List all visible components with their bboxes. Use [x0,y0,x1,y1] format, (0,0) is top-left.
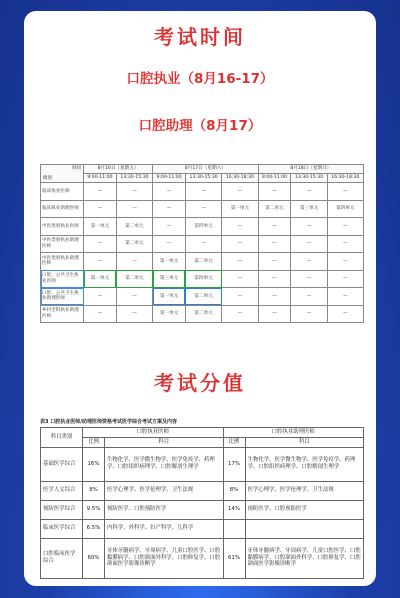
exam-schedule-table [40,164,364,323]
content-cell: 医学心理学、医学伦理学、卫生法规 [245,481,364,500]
table-row [41,538,364,578]
exam-time-title: 考试时间 [154,25,246,49]
table-row [41,253,364,271]
header-ratio: 比例 [83,437,105,447]
header-content: 科目 [105,437,224,447]
content-cell: 牙体牙髓病学、牙周病学、儿童口腔医学、口腔黏膜病学、口腔颌面外科学、口腔修复学、口腔颌面医学影像诊断学 [105,538,224,578]
cell: — [116,183,152,201]
slot-header: 9:00-11:00 [153,174,186,183]
cell: — [185,183,221,201]
cell: — [258,253,291,271]
cell: 第三单元 [153,270,186,288]
table-row [41,519,364,538]
table-row [41,200,364,218]
header-content: 科目 [245,437,364,447]
cell: — [327,305,363,323]
slot-header: 16:30-18:30 [222,174,258,183]
slot-header: 13:30-15:30 [116,174,152,183]
cell: — [153,200,186,218]
cell: — [258,218,291,236]
cell: — [327,288,363,306]
cell: — [116,200,152,218]
slot-header: 16:30-18:30 [327,174,363,183]
content-cell: 预防医学、口腔预防医学 [105,500,224,519]
content-cell: 预防医学、口腔预防医学 [245,500,364,519]
practitioner-date: 口腔执业（8月16-17） [126,71,274,87]
cell: 第三单元 [291,200,327,218]
cell: 第二单元 [185,253,221,271]
cell: — [327,235,363,253]
score-table-caption: 表3 口腔执业医师/助理医师资格考试医学综合考试方案及内容 [40,419,178,425]
cell: — [222,235,258,253]
cell: 第一单元 [153,305,186,323]
header-practitioner: 口腔执业医师 [83,428,224,438]
row-label: 临床执业助理医师 [41,200,84,218]
cell: 第一单元 [84,218,117,236]
content-cell: 生物化学、医学微生物学、医学免疫学、药理学、口腔组织病理学、口腔解剖生理学 [105,447,224,481]
row-label: 口腔、公共卫生执业助理医师 [41,288,84,306]
cell: 第二单元 [116,218,152,236]
cell: — [291,253,327,271]
cell: — [291,235,327,253]
cell: — [153,183,186,201]
cell: — [222,218,258,236]
table-row [41,235,364,253]
ratio-cell: 14% [223,500,245,519]
cell: — [258,288,291,306]
cell: — [84,235,117,253]
slot-header: 13:30-15:30 [291,174,327,183]
score-table [40,427,364,579]
cell: — [291,305,327,323]
ratio-cell: 8% [83,481,105,500]
cell: — [116,288,152,306]
cell: 第四单元 [185,270,221,288]
day-header: 8月17日（星期六） [153,165,258,174]
cell: — [291,183,327,201]
day-header: 8月18日（星期日） [258,165,363,174]
cell: — [258,235,291,253]
cell: — [153,218,186,236]
ratio-cell [223,519,245,538]
content-cell [245,519,364,538]
cell: — [258,305,291,323]
cell: — [116,305,152,323]
ratio-cell: 16% [83,447,105,481]
cell: 第二单元 [116,270,152,288]
cell: 第一单元 [222,200,258,218]
cell: — [222,253,258,271]
exam-score-title: 考试分值 [154,371,246,395]
subject-cell: 临床医学综合 [41,519,83,538]
subject-cell: 基础医学综合 [41,447,83,481]
row-label: 中医类别执业医师 [41,218,84,236]
cell: 第四单元 [327,200,363,218]
cell: — [222,288,258,306]
ratio-cell: 60% [83,538,105,578]
table-row [41,481,364,500]
content-cell: 内科学、外科学、妇产科学、儿科学 [105,519,224,538]
cell: — [84,288,117,306]
table-row [41,447,364,481]
cell: — [291,218,327,236]
ratio-cell: 61% [223,538,245,578]
cell: — [291,288,327,306]
cell: — [185,200,221,218]
table-row [41,270,364,288]
cell: 第一单元 [153,288,186,306]
ratio-cell: 17% [223,447,245,481]
table-row [41,500,364,519]
ratio-cell: 8% [223,481,245,500]
cell: 第二单元 [116,235,152,253]
cell: — [84,200,117,218]
row-label: 乡村全科执业助理医师 [41,305,84,323]
header-subject: 科目类别 [41,428,83,448]
cell: 第二单元 [258,200,291,218]
cell: — [222,183,258,201]
cell: 第二单元 [185,305,221,323]
subject-cell: 口腔临床医学综合 [41,538,83,578]
corner-cell: 时间 级别 [41,165,84,183]
cell: — [222,270,258,288]
cell: 第四单元 [185,218,221,236]
cell: — [327,270,363,288]
row-label: 临床执业医师 [41,183,84,201]
content-cell: 医学心理学、医学伦理学、卫生法规 [105,481,224,500]
cell: — [153,235,186,253]
table-row [41,288,364,306]
cell: — [84,305,117,323]
ratio-cell: 9.5% [83,500,105,519]
cell: — [84,253,117,271]
cell: — [327,218,363,236]
subject-cell: 医学人文综合 [41,481,83,500]
header-ratio: 比例 [223,437,245,447]
table-row [41,218,364,236]
cell: — [327,253,363,271]
row-label: 中医类别执业助理医师 [41,235,84,253]
content-cell: 生物化学、医学微生物学、医学免疫学、药理学、口腔组织病理学、口腔解剖生理学 [245,447,364,481]
table-row [41,305,364,323]
cell: 第二单元 [185,288,221,306]
content-cell: 牙体牙髓病学、牙周病学、儿童口腔医学、口腔黏膜病学、口腔颌面外科学、口腔修复学、口腔颌面医学影像诊断学 [245,538,364,578]
cell: — [84,183,117,201]
slot-header: 9:00-11:00 [258,174,291,183]
cell: — [116,253,152,271]
cell: — [185,235,221,253]
cell: — [291,270,327,288]
cell: — [258,183,291,201]
cell: — [222,305,258,323]
subject-cell: 预防医学综合 [41,500,83,519]
cell: 第一单元 [153,253,186,271]
row-label: 中医类别执业助理医师 [41,253,84,271]
poster-card [24,11,376,586]
slot-header: 13:30-15:30 [185,174,221,183]
header-assistant: 口腔执业助理医师 [223,428,364,438]
cell: — [327,183,363,201]
row-label: 口腔、公共卫生执业医师 [41,270,84,288]
cell: — [258,270,291,288]
slot-header: 9:00-11:00 [84,174,117,183]
cell: 第一单元 [84,270,117,288]
table-row [41,183,364,201]
day-header: 8月16日（星期五） [84,165,153,174]
assistant-date: 口腔助理（8月17） [138,118,262,134]
ratio-cell: 6.5% [83,519,105,538]
